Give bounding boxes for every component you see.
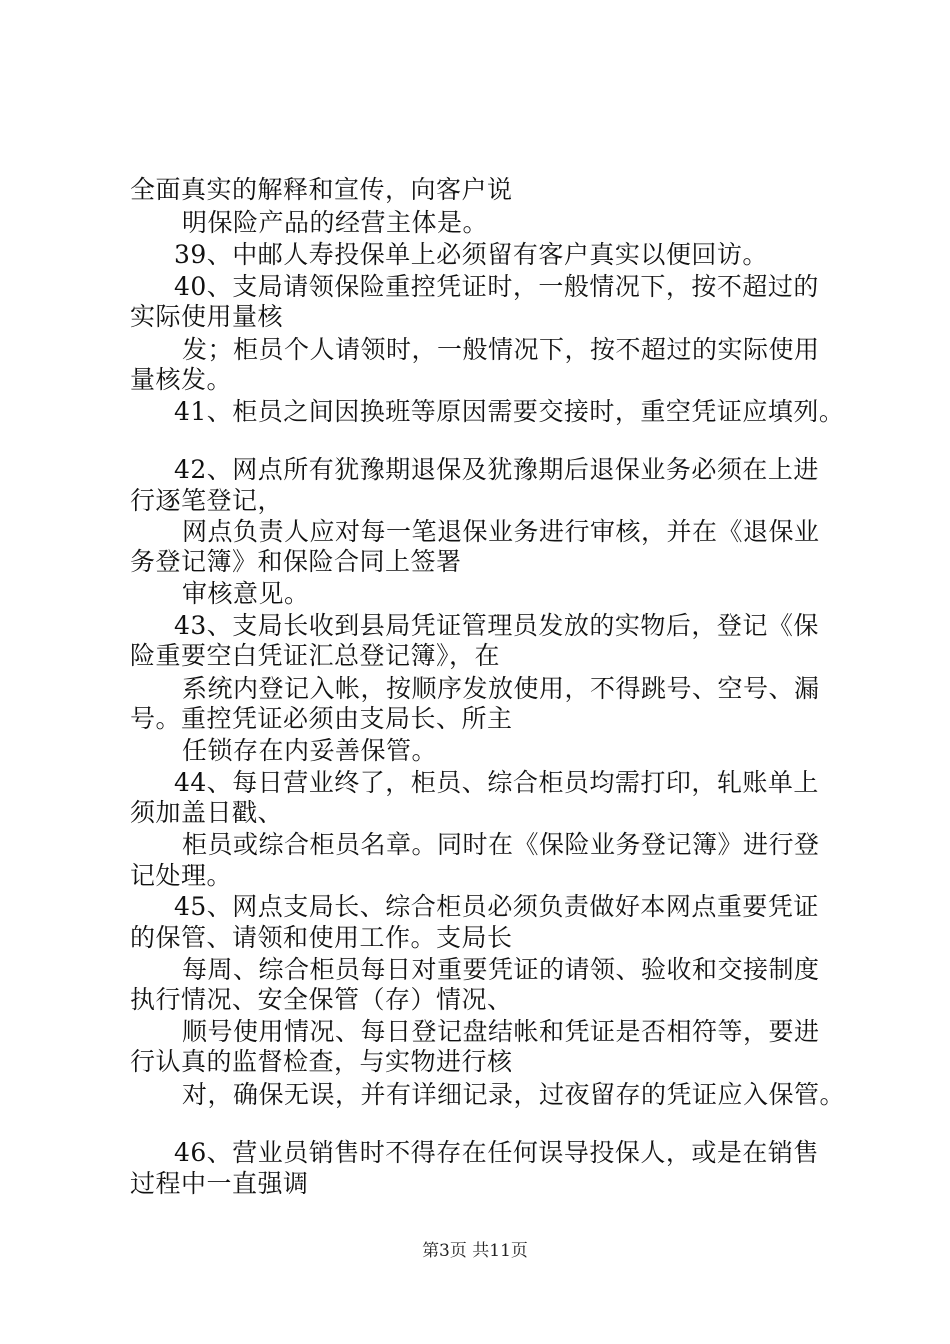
page-footer: 第3页 共11页 bbox=[422, 1241, 528, 1261]
text-line: 务登记簿》和保险合同上签署 bbox=[130, 547, 462, 576]
text-line: 须加盖日戳、 bbox=[130, 798, 284, 827]
text-line: 全面真实的解释和宣传，向客户说 bbox=[130, 175, 513, 204]
text-line: 45、网点支局长、综合柜员必须负责做好本网点重要凭证 bbox=[174, 892, 819, 921]
text-line: 行逐笔登记， bbox=[130, 486, 284, 515]
text-line: 每周、综合柜员每日对重要凭证的请领、验收和交接制度 bbox=[182, 955, 820, 984]
text-line: 过程中一直强调 bbox=[130, 1169, 309, 1198]
text-line: 44、每日营业终了，柜员、综合柜员均需打印，轧账单上 bbox=[174, 768, 819, 797]
text-line: 40、支局请领保险重控凭证时，一般情况下，按不超过的 bbox=[174, 272, 819, 301]
text-line: 46、营业员销售时不得存在任何误导投保人，或是在销售 bbox=[174, 1138, 819, 1167]
text-line: 实际使用量核 bbox=[130, 302, 284, 331]
text-line: 审核意见。 bbox=[182, 579, 310, 608]
text-line: 发；柜员个人请领时，一般情况下，按不超过的实际使用 bbox=[182, 335, 820, 364]
text-line: 任锁存在内妥善保管。 bbox=[182, 736, 438, 765]
text-line: 险重要空白凭证汇总登记簿》，在 bbox=[130, 641, 501, 670]
text-line: 执行情况、安全保管（存）情况、 bbox=[130, 985, 513, 1014]
text-line: 号。重控凭证必须由支局长、所主 bbox=[130, 704, 513, 733]
text-line: 记处理。 bbox=[130, 861, 233, 890]
text-line: 的保管、请领和使用工作。支局长 bbox=[130, 923, 513, 952]
text-line: 行认真的监督检查，与实物进行核 bbox=[130, 1047, 513, 1076]
text-line: 网点负责人应对每一笔退保业务进行审核，并在《退保业 bbox=[182, 517, 820, 546]
text-line: 43、支局长收到县局凭证管理员发放的实物后，登记《保 bbox=[174, 611, 819, 640]
text-line: 明保险产品的经营主体是。 bbox=[182, 208, 489, 237]
text-line: 39、中邮人寿投保单上必须留有客户真实以便回访。 bbox=[174, 240, 768, 269]
text-line: 顺号使用情况、每日登记盘结帐和凭证是否相符等，要进 bbox=[182, 1017, 820, 1046]
text-line: 柜员或综合柜员名章。同时在《保险业务登记簿》进行登 bbox=[182, 830, 820, 859]
text-line: 42、网点所有犹豫期退保及犹豫期后退保业务必须在上进 bbox=[174, 455, 819, 484]
text-line: 41、柜员之间因换班等原因需要交接时，重空凭证应填列。 bbox=[174, 397, 845, 426]
text-line: 系统内登记入帐，按顺序发放使用，不得跳号、空号、漏 bbox=[182, 674, 820, 703]
text-line: 量核发。 bbox=[130, 365, 233, 394]
text-line: 对，确保无误，并有详细记录，过夜留存的凭证应入保管。 bbox=[182, 1080, 846, 1109]
